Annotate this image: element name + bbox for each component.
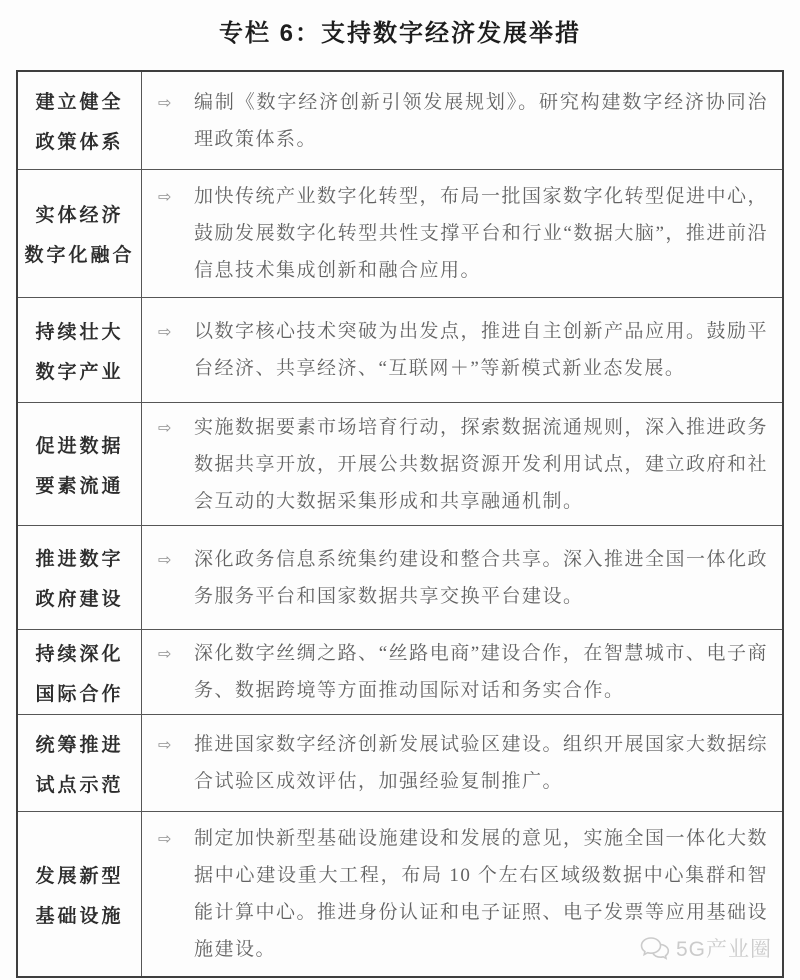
bullet-row bbox=[154, 541, 768, 615]
arrow-bullet-icon: ⇨ bbox=[158, 829, 172, 848]
table-row bbox=[18, 170, 782, 298]
row-text: 推进国家数字经济创新发展试验区建设。组织开展国家大数据综合试验区成效评估，加强经验复制推广。 bbox=[194, 734, 769, 792]
row-label-line-1: 发展新型 bbox=[35, 865, 124, 887]
row-label-line-2: 国际合作 bbox=[35, 683, 124, 705]
watermark-text: 5G产业圈 bbox=[675, 938, 772, 961]
row-content-cell bbox=[142, 630, 782, 714]
row-label-cell bbox=[18, 630, 142, 714]
arrow-bullet-icon: ⇨ bbox=[158, 92, 172, 112]
row-content-cell bbox=[142, 298, 782, 402]
row-label-line-1: 推进数字 bbox=[35, 549, 124, 570]
row-label-line-2: 政府建设 bbox=[35, 589, 124, 610]
row-text: 制定加快新型基础设施建设和发展的意见，实施全国一体化大数据中心建设重大工程，布局 10 个左右区域级数据中心集群和智能计算中心。推进身份认证和电子证照、电子发票等应用基础设施建设。 bbox=[194, 828, 769, 960]
row-label-line-1: 统筹推进 bbox=[35, 734, 124, 756]
table-row bbox=[18, 72, 782, 170]
arrow-bullet-icon: ⇨ bbox=[158, 417, 172, 437]
row-label-cell bbox=[18, 72, 142, 169]
row-content-cell bbox=[142, 72, 782, 169]
table-row bbox=[18, 526, 782, 630]
row-label-line-2: 要素流通 bbox=[35, 475, 124, 497]
row-label-line-1: 持续壮大 bbox=[35, 321, 124, 343]
arrow-bullet-icon: ⇨ bbox=[158, 644, 172, 663]
bullet-row bbox=[154, 726, 768, 800]
table-row bbox=[18, 630, 782, 715]
table-row bbox=[18, 715, 782, 812]
bullet-row bbox=[154, 409, 768, 520]
row-label-line-1: 持续深化 bbox=[35, 643, 124, 665]
row-label-line-2: 数字产业 bbox=[35, 361, 124, 383]
row-label-cell bbox=[18, 298, 142, 402]
row-label-cell bbox=[18, 812, 142, 976]
bullet-row bbox=[154, 313, 768, 387]
row-text: 实施数据要素市场培育行动，探索数据流通规则，深入推进政务数据共享开放，开展公共数据资源开发利用试点，建立政府和社会互动的大数据采集形成和共享融通机制。 bbox=[194, 416, 769, 512]
measures-table bbox=[16, 70, 784, 978]
bullet-row bbox=[154, 84, 768, 158]
bullet-row bbox=[154, 635, 768, 709]
row-label-line-2: 试点示范 bbox=[35, 774, 124, 796]
row-text: 深化数字丝绸之路、“丝路电商”建设合作，在智慧城市、电子商务、数据跨境等方面推动国际对话和务实合作。 bbox=[194, 643, 768, 701]
arrow-bullet-icon: ⇨ bbox=[158, 735, 172, 754]
row-label-line-1: 实体经济 bbox=[35, 205, 124, 226]
arrow-bullet-icon: ⇨ bbox=[158, 549, 172, 569]
row-text: 深化政务信息系统集约建设和整合共享。深入推进全国一体化政务服务平台和国家数据共享交换平台建设。 bbox=[194, 548, 769, 607]
table-row bbox=[18, 298, 782, 403]
watermark bbox=[639, 933, 772, 963]
arrow-bullet-icon: ⇨ bbox=[158, 187, 172, 206]
page-title: 专栏 6：支持数字经济发展举措 bbox=[218, 20, 581, 47]
row-content-cell bbox=[142, 403, 782, 525]
row-content-cell bbox=[142, 170, 782, 297]
row-label-cell bbox=[18, 526, 142, 629]
row-text: 以数字核心技术突破为出发点，推进自主创新产品应用。鼓励平台经济、共享经济、“互联网＋”等新模式新业态发展。 bbox=[194, 321, 769, 379]
row-label-line-1: 建立健全 bbox=[35, 92, 124, 113]
row-label-cell bbox=[18, 403, 142, 525]
chat-bubbles-icon bbox=[639, 935, 671, 961]
bullet-row bbox=[154, 178, 768, 289]
arrow-bullet-icon: ⇨ bbox=[158, 322, 172, 341]
table-row bbox=[18, 403, 782, 526]
row-content-cell bbox=[142, 526, 782, 629]
row-label-cell bbox=[18, 715, 142, 811]
row-label-line-2: 基础设施 bbox=[35, 905, 124, 927]
row-label-line-2: 数字化融合 bbox=[24, 245, 135, 266]
row-label-line-1: 促进数据 bbox=[35, 435, 124, 457]
row-text: 加快传统产业数字化转型，布局一批国家数字化转型促进中心，鼓励发展数字化转型共性支撑平台和行业“数据大脑”，推进前沿信息技术集成创新和融合应用。 bbox=[194, 186, 769, 281]
row-label-line-2: 政策体系 bbox=[35, 132, 124, 153]
row-label-cell bbox=[18, 170, 142, 297]
row-text: 编制《数字经济创新引领发展规划》。研究构建数字经济协同治理政策体系。 bbox=[194, 91, 768, 150]
row-content-cell bbox=[142, 715, 782, 811]
